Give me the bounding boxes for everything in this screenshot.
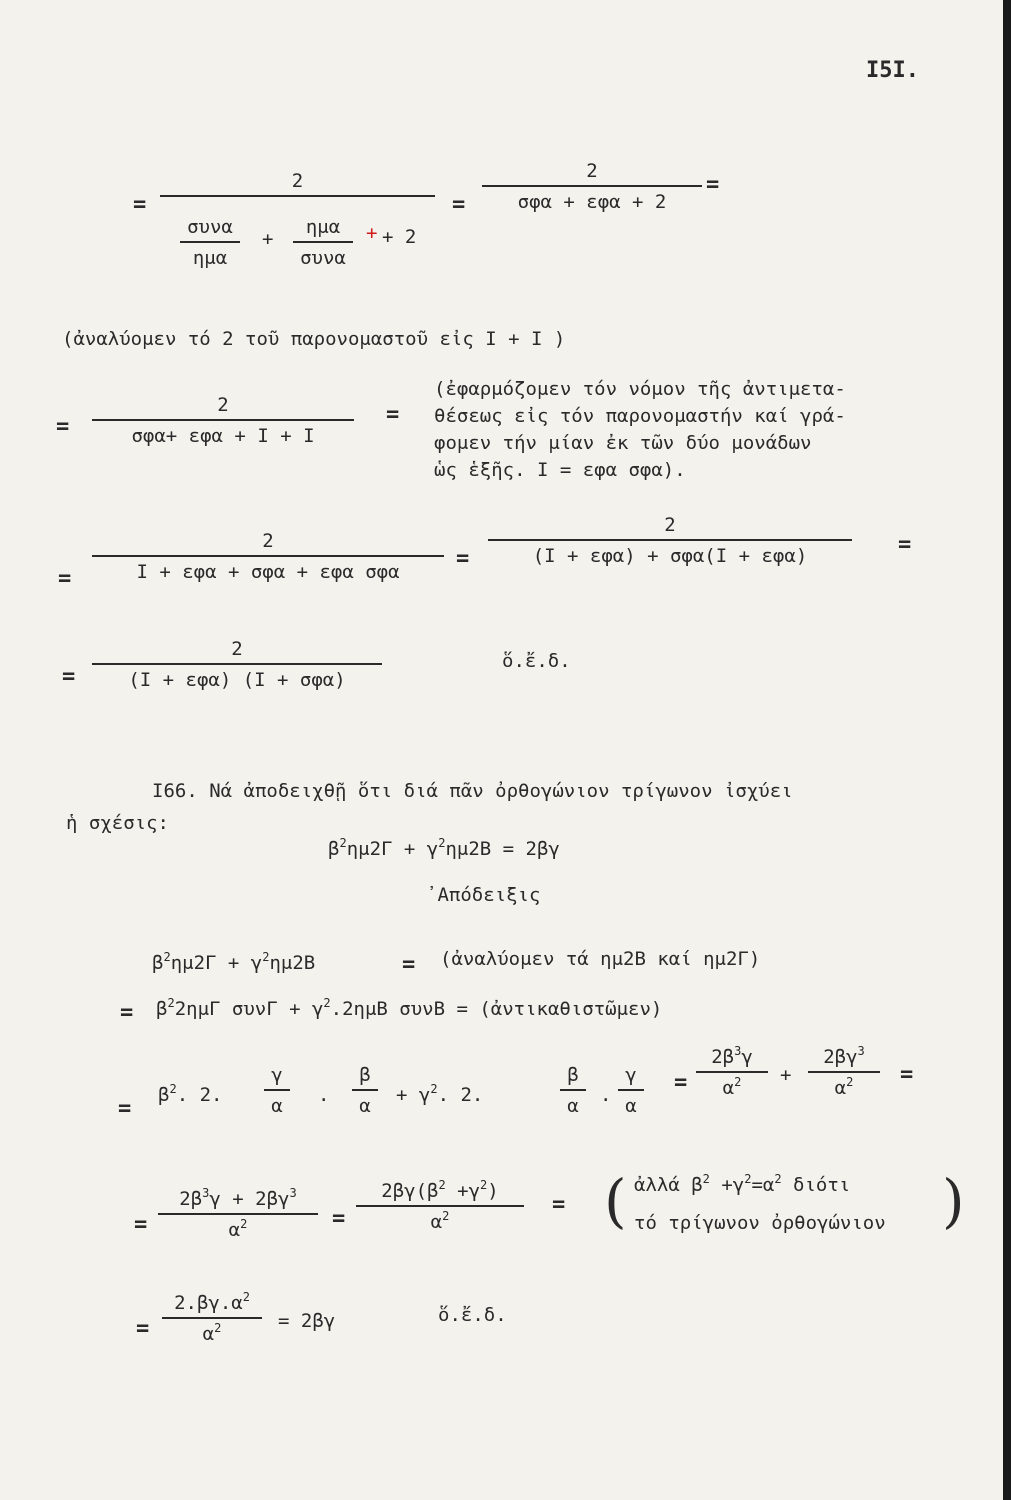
compound-fraction [160,170,435,201]
fraction-beta-over-alpha: β α [352,1064,378,1117]
denominator: ημα [192,247,228,269]
denominator: I + εφα + σφα + εφα σφα [136,561,400,583]
numerator: 2 [291,170,304,192]
equals-sign: = [552,1192,566,1217]
fraction-gamma-over-alpha: γ α [264,1064,290,1117]
equals-sign: = [120,1000,134,1025]
note-expand-sin2: (ἀναλύομεν τά ημ2Β καί ημ2Γ) [440,948,761,970]
left-paren: ( [604,1167,627,1235]
fraction-expanded-denominator [92,530,444,583]
fraction-bar [92,555,444,557]
plus-sign: + [262,228,274,250]
fraction-bar [92,663,382,665]
fraction-sum-over-a2: $2\beta^3\gamma + 2\beta\gamma^3$ $\alpha^2$ [158,1188,318,1241]
note-split-two: (ἀναλύομεν τό 2 τοῦ παρονομαστοῦ εἰς I + I ) [62,328,566,350]
note-commutation-4: ὡς ἑξῆς. I = εφα σφα). [434,459,686,481]
fraction-grouped-denominator [488,514,852,567]
proof-line2-expr: $\beta^22\eta\mu\Gamma$ $\sigma\upsilon\nu\Gamma + \gamma^2.2\eta\mu B$ συνΒ = (ἀντικαθιστῶμεν) [156,996,663,1020]
fraction-cot-tan-one-one [92,394,354,447]
plus-two: + 2 [382,226,417,248]
proof-line1-expr: $\beta^2\eta\mu 2\Gamma + \gamma^2\eta\mu 2B$ [152,950,316,974]
numerator: 2 [231,638,243,660]
equals-sign: = [452,192,466,217]
denominator: (I + εφα) (I + σφα) [128,669,346,691]
denominator: σφα+ εφα + I + I [131,425,315,447]
note-commutation-3: φομεν τήν μίαν ἐκ τῶν δύο μονάδων [434,432,812,454]
fraction-cancel-a2: $2.\beta\gamma.\alpha^2$ $\alpha^2$ [162,1292,262,1345]
fraction-factored-over-a2: $2\beta\gamma(\beta^2 +\gamma^2)$ $\alpha^2$ [356,1180,524,1233]
fraction-factored [92,638,382,691]
equals-sign: = [133,192,147,217]
fraction-sin-over-cos [293,216,353,269]
equals-sign: = [674,1070,688,1095]
equals-sign: = [900,1062,914,1087]
final-result: = 2βγ [278,1310,336,1332]
right-paren: ) [942,1167,965,1235]
equals-sign: = [456,546,470,571]
note-commutation-2: θέσεως εἰς τόν παρονομαστήν καί γρά- [434,405,846,427]
fraction-beta-over-alpha: β α [560,1064,586,1117]
denominator: (I + εφα) + σφα(I + εφα) [532,545,808,567]
equals-sign: = [402,952,416,977]
equals-sign: = [62,664,76,689]
note-commutation-1: (ἐφαρμόζομεν τόν νόμον τῆς ἀντιμετα- [434,378,846,400]
equals-sign: = [136,1316,150,1341]
proof-title: ᾽Απόδειξις [426,884,541,906]
dot: . [318,1084,330,1106]
fraction-gamma-over-alpha: γ α [618,1064,644,1117]
fraction-2bg3-over-a2: $2\beta\gamma^3$ $\alpha^2$ [808,1046,880,1099]
fraction-bar [293,241,353,243]
equals-sign: = [134,1212,148,1237]
fraction-cos-over-sin [180,216,240,269]
plus-gamma-squared-times-two: + $\gamma^2$. 2. [396,1082,484,1106]
red-correction-mark: + [366,222,378,244]
numerator: ημα [305,216,341,238]
fraction-bar [92,419,354,421]
numerator: 2 [586,160,598,182]
numerator: 2 [664,514,676,536]
equals-sign: = [706,172,720,197]
fraction-bar [482,185,702,187]
equals-sign: = [56,414,70,439]
problem-statement-line2: ἡ σχέσις: [66,812,169,834]
relation-to-prove: $\beta^2\eta\mu 2\Gamma + \gamma^2\eta\mu 2B = 2\beta\gamma$ [328,836,560,860]
fraction-2b3g-over-a2: $2\beta^3\gamma$ $\alpha^2$ [696,1046,768,1099]
denominator: συνα [300,247,346,269]
binding-edge [1003,0,1011,1500]
fraction-bar [180,241,240,243]
equals-sign: = [332,1206,346,1231]
beta-squared-times-two: $\beta^2$. 2. [158,1082,223,1106]
plus-sign: + [780,1064,792,1086]
equals-sign: = [386,402,400,427]
numerator: 2 [262,530,274,552]
numerator: συνα [187,216,233,238]
qed-mark: ὅ.ἔ.δ. [502,650,571,672]
dot: . [600,1084,612,1106]
fraction-cot-tan-two [482,160,702,213]
fraction-bar [488,539,852,541]
equals-sign: = [898,532,912,557]
note-pythagoras-line2: τό τρίγωνον ὀρθογώνιον [634,1212,886,1234]
numerator: 2 [217,394,229,416]
qed-mark: ὅ.ἔ.δ. [438,1304,507,1326]
page-number: I5I. [866,58,919,83]
equals-sign: = [58,566,72,591]
note-pythagoras-line1: ἀλλά $\beta^2 +\gamma^2=\alpha^2$ διότι [634,1172,851,1196]
fraction-bar [160,195,435,197]
problem-statement-line1: I66. Νά ἀποδειχθῇ ὅτι διά πᾶν ὀρθογώνιον τρίγωνον ἰσχύει [152,780,793,802]
equals-sign: = [118,1096,132,1121]
denominator: σφα + εφα + 2 [517,191,667,213]
